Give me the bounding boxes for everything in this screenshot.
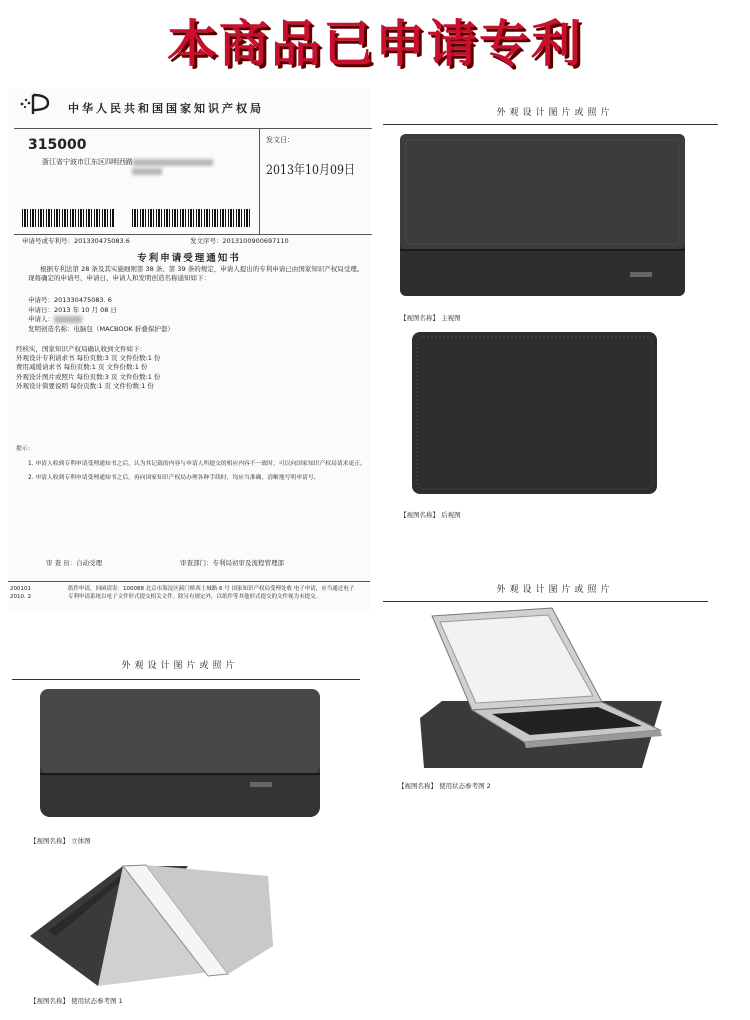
caption-perspective: 【视图名称】 立体图 <box>30 837 91 845</box>
received-files <box>16 345 160 391</box>
document-number: 发文序号：2013100900697110 <box>190 237 289 245</box>
caption-back: 【视图名称】 后视图 <box>400 511 461 519</box>
field-line: 申请号：201330475083. 6 <box>28 296 112 304</box>
send-date: 2013年10月09日 <box>266 161 355 178</box>
patent-notice <box>8 88 370 613</box>
examiner: 审 查 员：自动受理 <box>46 559 103 567</box>
section-rule <box>383 124 718 125</box>
address-box <box>14 128 372 235</box>
footer-codes: 200101 2010. 2 <box>10 586 31 600</box>
application-number: 申请号或专利号：201330475083.6 <box>22 237 130 245</box>
application-fields <box>28 296 174 334</box>
note-line: 2. 申请人收到专利申请受理通知书之后，再向国家知识产权局办理各种手续时，均应当准确、清晰地写明申请号。 <box>28 475 320 481</box>
barcode <box>22 209 114 227</box>
footer-text: 纸件申请，回函请寄：100088 北京市海淀区蓟门桥西土城路 6 号 国家知识产权局受理处收 电子申请，应当通过电子专利申请系统以电子文件形式提交相关文件。除另有规定外，以纸件等其他形式提交的文件视为未提交。 <box>68 586 355 600</box>
notice-header <box>8 88 370 116</box>
caption-main: 【视图名称】 主视图 <box>400 314 461 322</box>
file-line: 外观设计专利请求书 每份页数:3 页 文件份数:1 份 <box>16 354 161 363</box>
section-heading: 外观设计图片或照片 <box>121 661 239 671</box>
field-line: 发明创造名称：电脑包（MACBOOK 折叠保护套） <box>28 324 174 333</box>
notice-footer <box>8 581 370 600</box>
perspective-view-image <box>38 687 323 822</box>
usage-view-2-image <box>412 606 672 776</box>
send-date-label: 发文日： <box>266 136 294 144</box>
section-heading: 外观设计图片或照片 <box>496 108 614 118</box>
file-line: 费用减缓请求书 每份页数:1 页 文件份数:1 份 <box>16 363 148 372</box>
notice-intro: 根据专利法第 28 条及其实施细则第 38 条、第 39 条的规定，申请人提出的专利申请已由国家知识产权局受理。现将确定的申请号、申请日、申请人和发明创造名称通知如下： <box>28 265 364 282</box>
caption-usage-1: 【视图名称】 使用状态参考图 1 <box>30 997 123 1005</box>
field-line: 申请人： <box>28 315 174 325</box>
barcode <box>132 209 252 227</box>
back-view-image <box>410 330 660 498</box>
sipo-logo-icon <box>16 92 56 116</box>
files-intro: 经核实，国家知识产权局确认收到文件如下： <box>16 345 146 353</box>
field-line: 申请日：2013 年 10 月 08 日 <box>28 305 117 314</box>
notes-label: 提示： <box>16 446 34 452</box>
file-line: 外观设计图片或照片 每份页数:3 页 文件份数:1 份 <box>16 372 161 381</box>
patent-banner: 本商品已申请专利 <box>167 15 583 73</box>
address: 浙江省宁波市江东区四明西路 <box>42 157 213 175</box>
postal-code: 315000 <box>28 137 87 153</box>
front-view-image <box>398 132 688 302</box>
file-line: 外观设计简要说明 每份页数:1 页 文件份数:1 份 <box>16 381 154 390</box>
office-name: 中华人民共和国国家知识产权局 <box>68 102 264 115</box>
notice-title: 专利申请受理通知书 <box>137 253 241 264</box>
department: 审查部门：专利局初审及流程管理部 <box>180 559 284 567</box>
note-line: 1. 申请人收到专利申请受理通知书之后，认为其记载的内容与申请人所提交的相应内容不一致时，可以向国家知识产权局请求更正。 <box>28 460 366 467</box>
usage-view-1-image <box>28 856 278 991</box>
section-rule <box>383 601 708 602</box>
section-heading: 外观设计图片或照片 <box>496 585 614 595</box>
caption-usage-2: 【视图名称】 使用状态参考图 2 <box>398 782 491 790</box>
notes <box>16 445 366 483</box>
section-rule <box>12 679 360 680</box>
